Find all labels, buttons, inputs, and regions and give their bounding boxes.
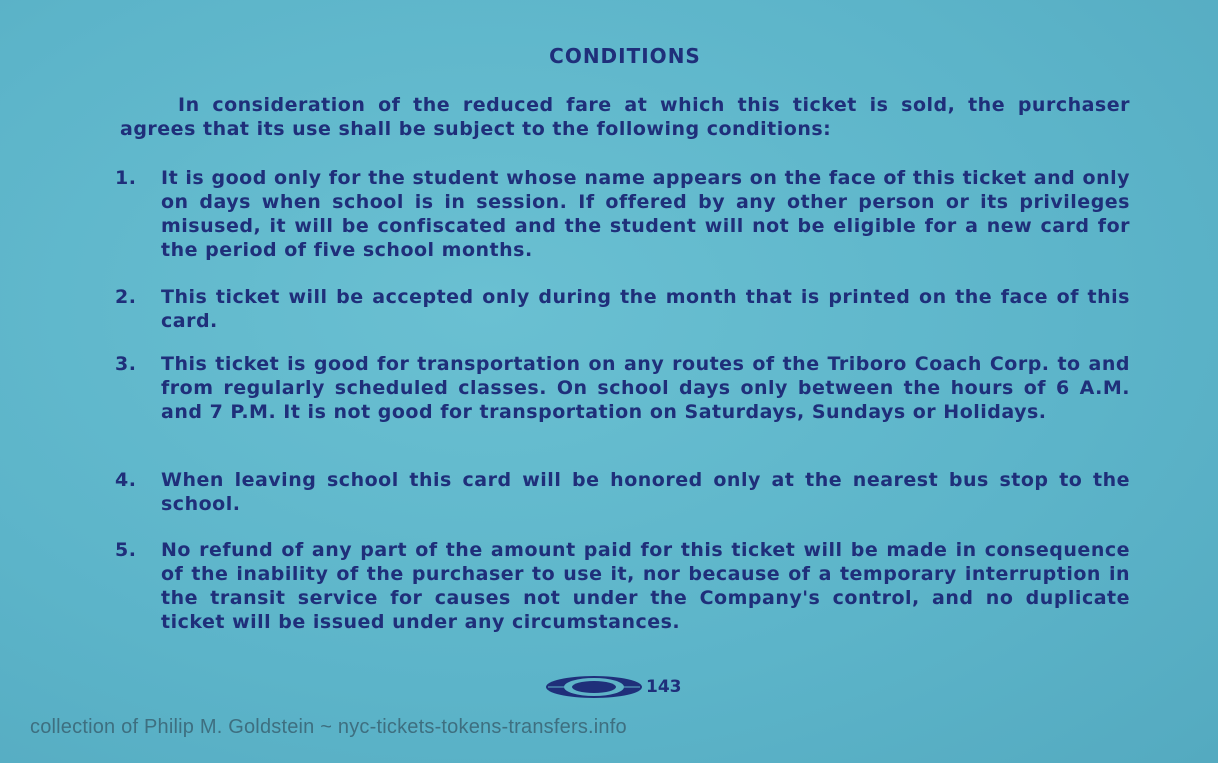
condition-number: 1. [115,167,137,189]
collection-credit: collection of Philip M. Goldstein ~ nyc-tickets-tokens-transfers.info [30,716,627,738]
condition-number: 2. [115,286,137,308]
condition-item [115,468,1130,516]
condition-text: When leaving school this card will be honored only at the nearest bus stop to the school. [161,469,1130,515]
condition-text: This ticket will be accepted only during the month that is printed on the face of this card. [161,286,1130,332]
condition-number: 5. [115,539,137,561]
union-label-oval-icon [544,674,644,700]
condition-item [115,352,1130,424]
condition-number: 4. [115,469,137,491]
condition-text: It is good only for the student whose name appears on the face of this ticket and only on days when school is in session. If offered by any other person or its privileges misused, it will be confiscated and the student will not be eligible for a new card for the period of five school months. [161,167,1130,261]
intro-paragraph: In consideration of the reduced fare at which this ticket is sold, the purchaser agrees that its use shall be subject to the following conditions: [120,94,1130,140]
union-label [544,674,682,700]
condition-item [115,166,1130,262]
conditions-heading: CONDITIONS [549,44,701,68]
condition-text: This ticket is good for transportation on any routes of the Triboro Coach Corp. to and from regularly scheduled classes. On school days only between the hours of 6 A.M. and 7 P.M. It is not good for transportation on Saturdays, Sundays or Holidays. [161,353,1130,423]
condition-item [115,538,1130,634]
condition-number: 3. [115,353,137,375]
condition-text: No refund of any part of the amount paid for this ticket will be made in consequence of the inability of the purchaser to use it, nor because of a temporary interruption in the transit service for causes not under the Company's control, and no duplicate ticket will be issued under any circumstances. [161,539,1130,633]
condition-item [115,285,1130,333]
print-code: 143 [646,677,682,697]
